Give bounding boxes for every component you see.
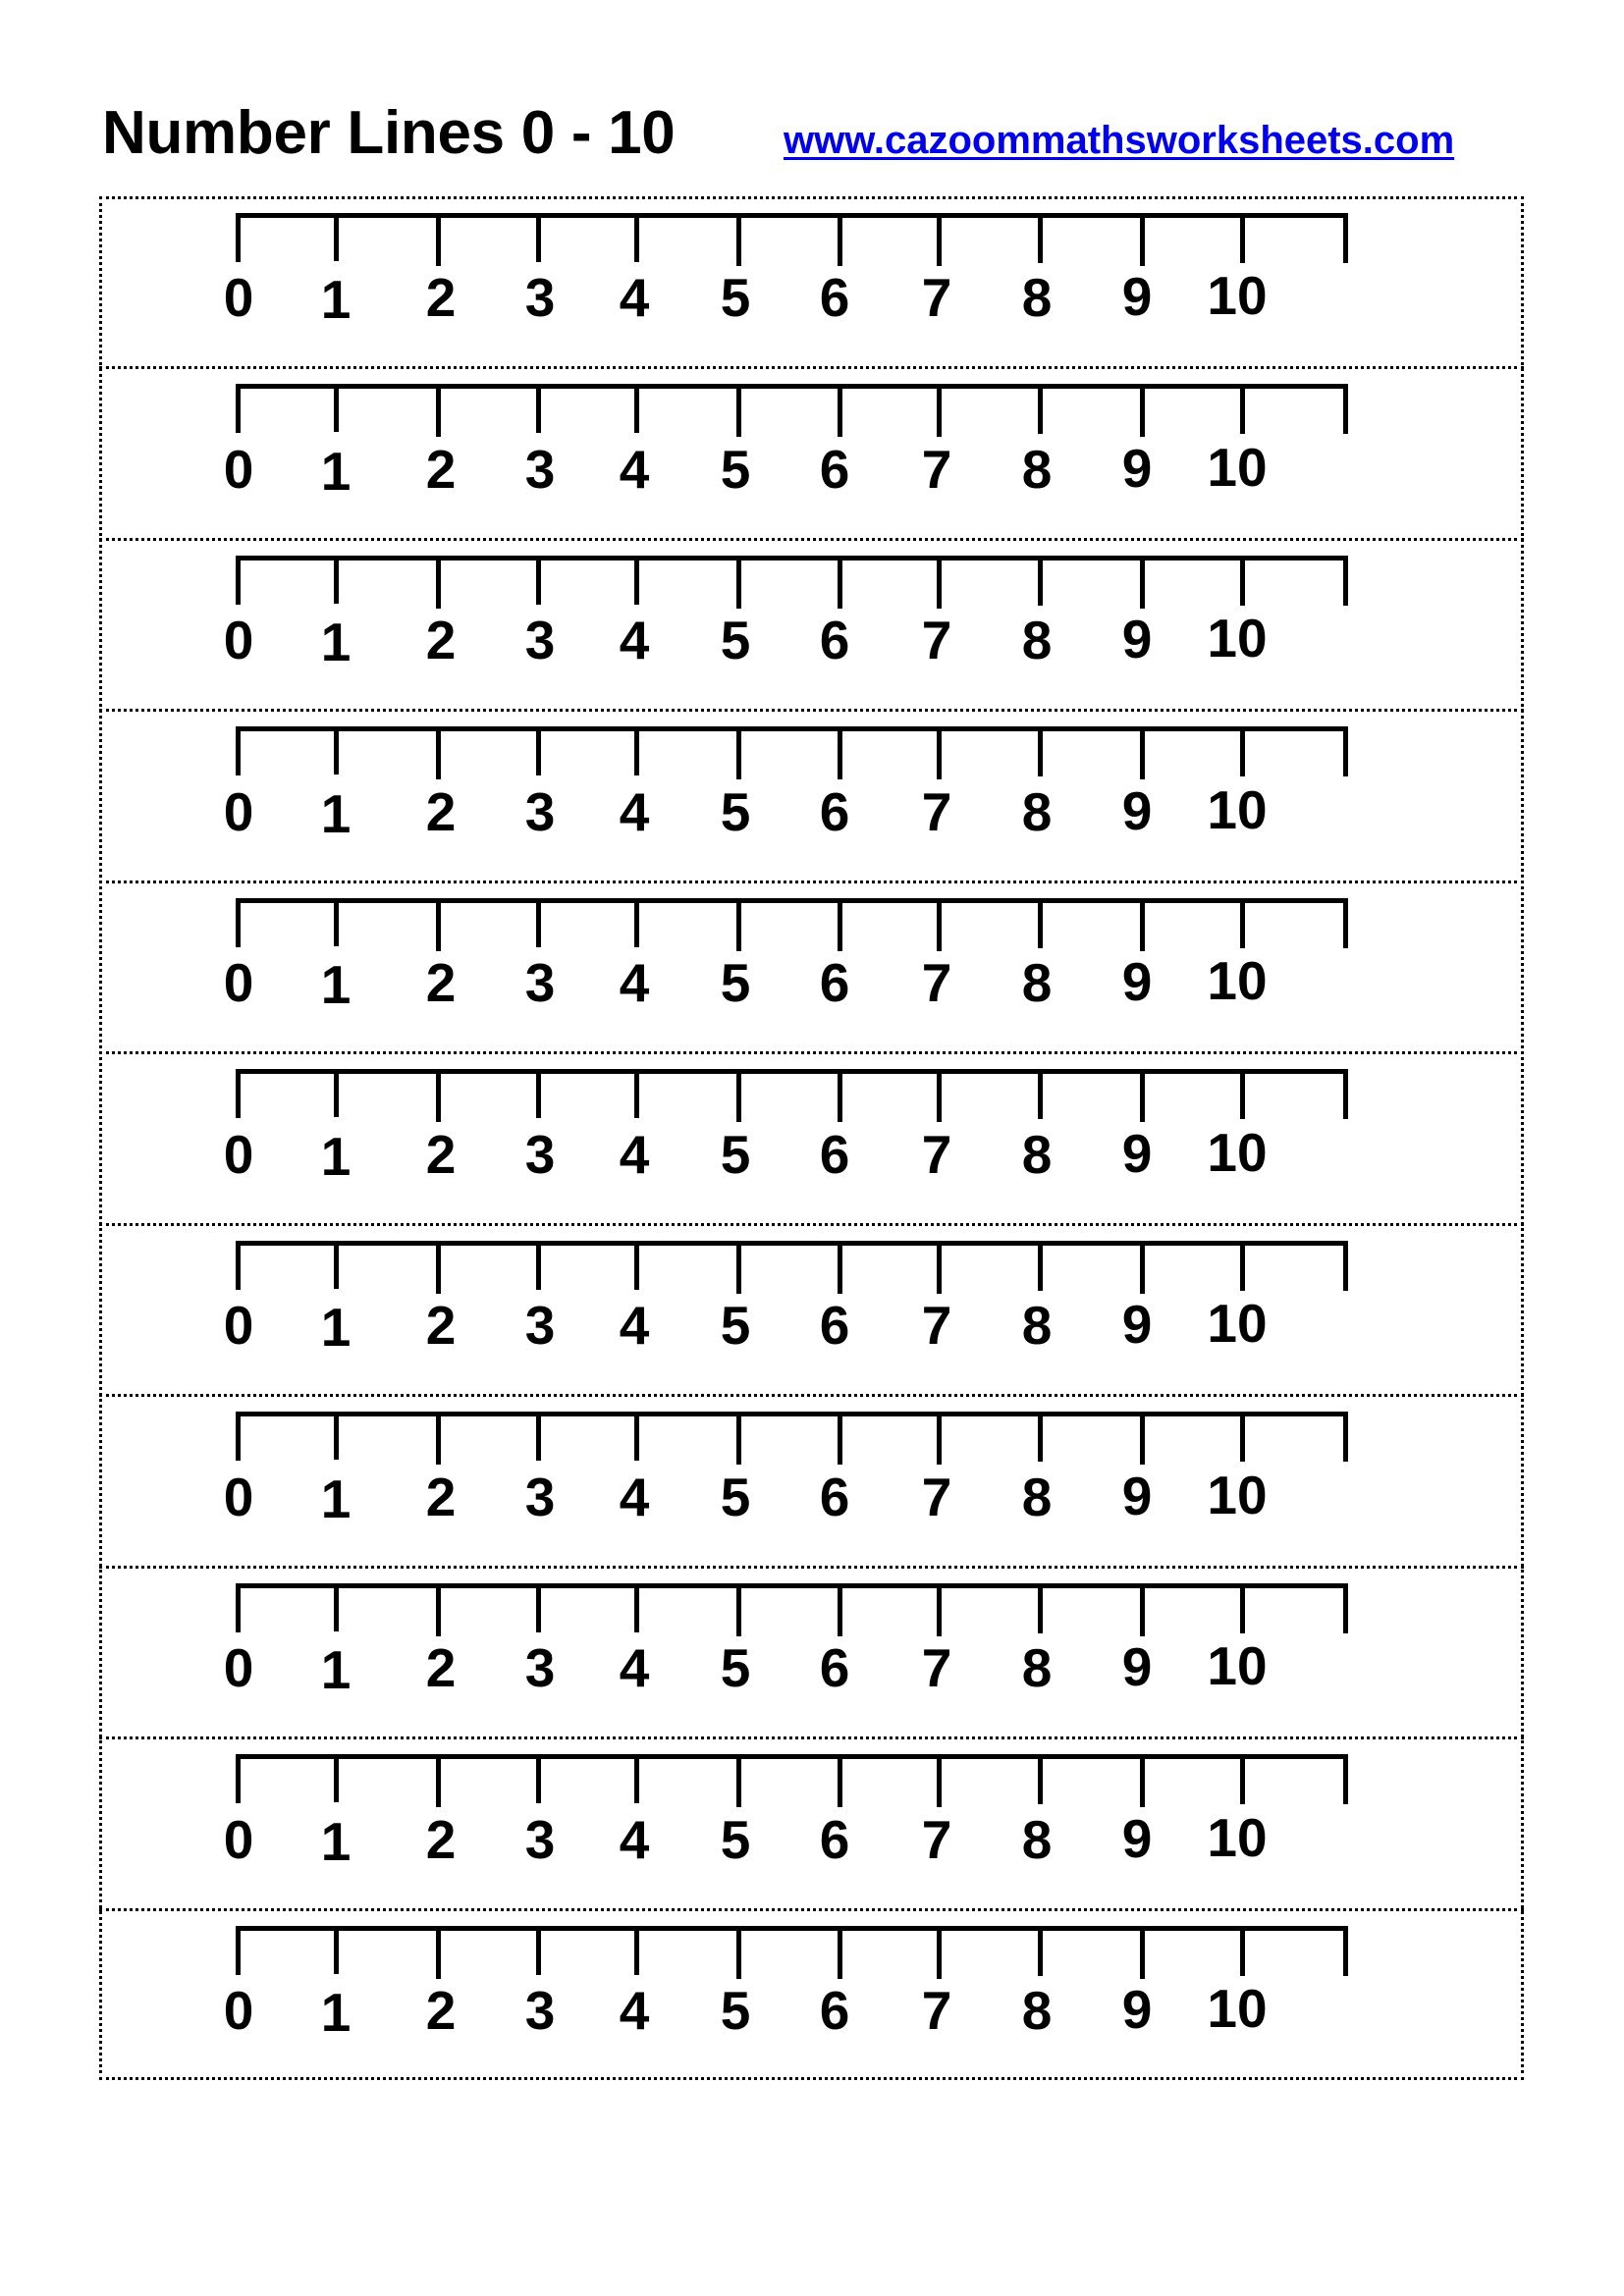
number-line-label: 5 — [720, 1808, 751, 1870]
number-line-label: 9 — [1121, 951, 1153, 1012]
number-line-bar — [236, 1069, 1348, 1074]
number-line-tick — [334, 384, 339, 432]
number-line-row — [0, 1224, 1624, 1396]
number-line-tick — [838, 1754, 842, 1807]
number-line-tick — [1140, 1583, 1145, 1636]
number-line-label: 4 — [619, 780, 650, 842]
number-line-tick — [736, 1241, 741, 1294]
number-line-tick — [1140, 1926, 1145, 1979]
number-line-tick — [1240, 1069, 1245, 1119]
number-line-tick — [334, 1069, 339, 1117]
number-line-tick — [736, 384, 741, 437]
number-line-label: 10 — [1207, 1978, 1268, 2039]
number-line-tick — [838, 1241, 842, 1294]
number-line-tick — [334, 898, 339, 946]
number-line-tick — [1038, 898, 1043, 948]
number-line-tick — [334, 213, 339, 261]
number-line-end-tick — [1343, 213, 1348, 263]
number-line-label: 8 — [1021, 1295, 1053, 1356]
number-line-label: 3 — [524, 780, 556, 842]
number-line-tick — [1140, 213, 1145, 266]
number-line-label: 5 — [720, 267, 751, 328]
number-line-tick — [1240, 556, 1245, 606]
number-line-end-tick — [1343, 384, 1348, 434]
number-line-tick — [736, 726, 741, 779]
number-line-bar — [236, 726, 1348, 731]
number-line-label: 2 — [425, 1980, 457, 2041]
number-line-label: 4 — [619, 1466, 650, 1527]
number-line-tick — [536, 898, 541, 947]
number-line-row — [0, 1567, 1624, 1738]
number-line-label: 4 — [619, 1808, 650, 1870]
number-line-label: 10 — [1207, 608, 1268, 668]
number-line-row — [0, 1053, 1624, 1225]
number-line-row — [0, 539, 1624, 711]
number-line-tick — [236, 1583, 241, 1632]
number-line-tick — [436, 1069, 441, 1122]
number-line-label: 6 — [819, 1637, 850, 1698]
number-line-tick — [937, 556, 942, 609]
number-line-label: 0 — [223, 952, 254, 1013]
number-line-label: 8 — [1021, 1808, 1053, 1870]
number-line-label: 6 — [819, 1808, 850, 1870]
number-line-tick — [1038, 726, 1043, 776]
number-line-label: 7 — [921, 780, 952, 842]
number-line-label: 6 — [819, 780, 850, 842]
number-line-tick — [334, 1926, 339, 1974]
number-line-tick — [536, 384, 541, 433]
number-line-label: 7 — [921, 1980, 952, 2041]
number-line-label: 0 — [223, 1637, 254, 1698]
number-line-label: 3 — [524, 438, 556, 500]
number-line-end-tick — [1343, 1241, 1348, 1291]
number-line-label: 3 — [524, 1980, 556, 2041]
number-line-label: 5 — [720, 1980, 751, 2041]
number-line-label: 1 — [320, 1468, 352, 1529]
number-line-label: 8 — [1021, 1123, 1053, 1185]
number-line-label: 0 — [223, 1295, 254, 1356]
number-line-label: 8 — [1021, 267, 1053, 328]
number-line-label: 10 — [1207, 436, 1268, 498]
number-line-tick — [838, 1069, 842, 1122]
number-line-bar — [236, 898, 1348, 903]
number-line-bar — [236, 213, 1348, 218]
number-line-tick — [536, 1926, 541, 1975]
number-line-tick — [1140, 726, 1145, 779]
number-line-tick — [736, 1412, 741, 1465]
number-line-tick — [536, 213, 541, 262]
number-line-label: 9 — [1121, 266, 1153, 327]
number-line-label: 6 — [819, 610, 850, 670]
number-line-tick — [634, 1583, 639, 1632]
number-line-label: 4 — [619, 1123, 650, 1185]
number-line-tick — [937, 898, 942, 951]
number-line-tick — [838, 898, 842, 951]
number-line-tick — [236, 556, 241, 605]
number-line-tick — [838, 1583, 842, 1636]
number-line-label: 1 — [320, 1810, 352, 1872]
number-line-tick — [1140, 556, 1145, 609]
number-line-label: 8 — [1021, 1466, 1053, 1527]
number-line-label: 10 — [1207, 1464, 1268, 1525]
number-line-label: 4 — [619, 267, 650, 328]
number-line-label: 5 — [720, 610, 751, 670]
number-line-label: 7 — [921, 1295, 952, 1356]
number-line-label: 5 — [720, 1295, 751, 1356]
number-line-tick — [634, 1926, 639, 1975]
number-line-bar — [236, 1241, 1348, 1246]
number-line-label: 7 — [921, 1466, 952, 1527]
number-line-label: 9 — [1121, 1636, 1153, 1697]
number-line-label: 3 — [524, 1466, 556, 1527]
number-line-end-tick — [1343, 1754, 1348, 1804]
number-line-label: 4 — [619, 1637, 650, 1698]
number-line-tick — [634, 213, 639, 262]
number-line-label: 4 — [619, 1980, 650, 2041]
number-line-label: 2 — [425, 1466, 457, 1527]
number-line-tick — [937, 213, 942, 266]
number-line-tick — [937, 384, 942, 437]
number-line-label: 1 — [320, 1639, 352, 1700]
number-line-tick — [1140, 1412, 1145, 1465]
number-line-end-tick — [1343, 726, 1348, 776]
number-line-tick — [736, 1583, 741, 1636]
number-line-row — [0, 1738, 1624, 1910]
number-line-label: 10 — [1207, 1121, 1268, 1183]
number-line-tick — [1140, 384, 1145, 437]
number-line-label: 6 — [819, 267, 850, 328]
number-line-end-tick — [1343, 556, 1348, 606]
number-line-end-tick — [1343, 898, 1348, 948]
number-line-tick — [1240, 1926, 1245, 1976]
number-line-label: 0 — [223, 1980, 254, 2041]
number-line-label: 3 — [524, 1123, 556, 1185]
number-line-tick — [634, 1241, 639, 1290]
number-line-label: 2 — [425, 1637, 457, 1698]
number-line-label: 10 — [1207, 1806, 1268, 1868]
number-line-tick — [937, 1412, 942, 1465]
number-line-tick — [436, 898, 441, 951]
number-line-tick — [1140, 1069, 1145, 1122]
number-line-label: 10 — [1207, 950, 1268, 1011]
number-line-tick — [937, 1583, 942, 1636]
number-line-tick — [436, 213, 441, 266]
number-line-end-tick — [1343, 1412, 1348, 1462]
number-line-label: 7 — [921, 610, 952, 670]
number-line-tick — [1240, 726, 1245, 776]
number-line-label: 9 — [1121, 1979, 1153, 2040]
number-line-tick — [334, 726, 339, 774]
number-line-label: 1 — [320, 440, 352, 502]
number-line-label: 7 — [921, 1808, 952, 1870]
number-line-bar — [236, 556, 1348, 561]
number-line-row — [0, 196, 1624, 368]
number-line-tick — [838, 1412, 842, 1465]
number-line-tick — [634, 726, 639, 775]
number-line-label: 0 — [223, 1466, 254, 1527]
number-line-tick — [1240, 1412, 1245, 1462]
number-line-label: 8 — [1021, 610, 1053, 670]
number-line-tick — [436, 1412, 441, 1465]
number-line-tick — [1038, 1412, 1043, 1462]
number-line-bar — [236, 1754, 1348, 1759]
website-link[interactable]: www.cazoommathsworksheets.com — [784, 119, 1455, 162]
number-line-tick — [1140, 1241, 1145, 1294]
number-line-tick — [1240, 1241, 1245, 1291]
number-line-tick — [634, 1754, 639, 1803]
number-line-tick — [436, 1926, 441, 1979]
number-line-label: 6 — [819, 438, 850, 500]
number-line-label: 9 — [1121, 609, 1153, 669]
number-line-tick — [1038, 1069, 1043, 1119]
number-line-tick — [236, 1754, 241, 1803]
number-line-label: 2 — [425, 1295, 457, 1356]
number-line-label: 8 — [1021, 1637, 1053, 1698]
number-line-label: 9 — [1121, 1294, 1153, 1355]
number-line-tick — [937, 726, 942, 779]
number-line-label: 1 — [320, 954, 352, 1015]
number-line-tick — [436, 556, 441, 609]
number-line-label: 1 — [320, 1297, 352, 1358]
number-line-tick — [1038, 1754, 1043, 1804]
number-line-label: 7 — [921, 438, 952, 500]
number-line-label: 7 — [921, 267, 952, 328]
number-line-tick — [736, 556, 741, 609]
number-line-label: 9 — [1121, 1807, 1153, 1869]
number-line-label: 2 — [425, 1123, 457, 1185]
number-line-label: 8 — [1021, 438, 1053, 500]
number-line-label: 2 — [425, 952, 457, 1013]
number-line-tick — [1038, 1926, 1043, 1976]
number-line-label: 2 — [425, 1808, 457, 1870]
number-line-label: 10 — [1207, 1635, 1268, 1696]
number-line-label: 6 — [819, 1295, 850, 1356]
number-line-tick — [236, 1069, 241, 1118]
number-line-label: 3 — [524, 267, 556, 328]
number-line-tick — [1240, 898, 1245, 948]
number-line-tick — [536, 556, 541, 605]
number-line-bar — [236, 1926, 1348, 1931]
number-line-tick — [1140, 1754, 1145, 1807]
number-line-label: 1 — [320, 1125, 352, 1187]
number-line-label: 9 — [1121, 1465, 1153, 1526]
number-line-row — [0, 368, 1624, 540]
number-line-tick — [236, 1412, 241, 1461]
number-line-label: 3 — [524, 1637, 556, 1698]
number-line-tick — [736, 213, 741, 266]
number-line-bar — [236, 384, 1348, 389]
number-line-tick — [1038, 1583, 1043, 1633]
number-line-tick — [536, 1412, 541, 1461]
number-line-end-tick — [1343, 1583, 1348, 1633]
number-line-bar — [236, 1412, 1348, 1416]
number-line-label: 10 — [1207, 265, 1268, 326]
number-line-label: 4 — [619, 438, 650, 500]
number-line-tick — [937, 1069, 942, 1122]
number-line-tick — [1240, 1754, 1245, 1804]
number-line-label: 8 — [1021, 952, 1053, 1013]
number-line-tick — [634, 556, 639, 605]
number-line-end-tick — [1343, 1926, 1348, 1976]
number-line-label: 4 — [619, 1295, 650, 1356]
number-line-tick — [634, 898, 639, 947]
number-line-tick — [1240, 1583, 1245, 1633]
number-line-label: 10 — [1207, 1293, 1268, 1354]
number-line-label: 5 — [720, 952, 751, 1013]
number-line-tick — [838, 1926, 842, 1979]
number-line-label: 3 — [524, 1295, 556, 1356]
number-line-tick — [937, 1926, 942, 1979]
number-line-label: 10 — [1207, 778, 1268, 840]
number-line-label: 0 — [223, 1808, 254, 1870]
number-line-tick — [334, 1412, 339, 1460]
number-line-tick — [634, 1412, 639, 1461]
number-line-label: 6 — [819, 1466, 850, 1527]
number-line-tick — [838, 213, 842, 266]
number-line-tick — [236, 726, 241, 775]
number-line-label: 5 — [720, 1123, 751, 1185]
number-line-tick — [536, 726, 541, 775]
number-line-tick — [334, 1241, 339, 1289]
number-line-tick — [236, 1926, 241, 1975]
number-line-label: 6 — [819, 952, 850, 1013]
number-line-label: 8 — [1021, 1980, 1053, 2041]
number-line-tick — [634, 1069, 639, 1118]
number-line-label: 9 — [1121, 779, 1153, 841]
number-line-tick — [536, 1241, 541, 1290]
number-line-label: 2 — [425, 780, 457, 842]
number-line-label: 2 — [425, 610, 457, 670]
number-line-tick — [634, 384, 639, 433]
number-line-end-tick — [1343, 1069, 1348, 1119]
number-line-tick — [536, 1069, 541, 1118]
number-line-label: 3 — [524, 1808, 556, 1870]
number-line-tick — [838, 384, 842, 437]
number-line-tick — [236, 1241, 241, 1290]
number-line-label: 5 — [720, 1466, 751, 1527]
number-line-label: 0 — [223, 438, 254, 500]
number-line-label: 5 — [720, 780, 751, 842]
number-line-label: 7 — [921, 1637, 952, 1698]
number-line-tick — [838, 726, 842, 779]
number-line-label: 2 — [425, 438, 457, 500]
number-line-label: 6 — [819, 1980, 850, 2041]
number-line-row — [0, 1909, 1624, 2081]
number-line-label: 7 — [921, 952, 952, 1013]
number-line-tick — [236, 213, 241, 262]
number-line-label: 4 — [619, 610, 650, 670]
number-line-bar — [236, 1583, 1348, 1588]
number-line-label: 7 — [921, 1123, 952, 1185]
number-line-tick — [1038, 556, 1043, 606]
page-title: Number Lines 0 - 10 — [102, 99, 676, 167]
number-line-tick — [937, 1241, 942, 1294]
number-line-tick — [334, 556, 339, 604]
number-line-tick — [436, 726, 441, 779]
number-line-tick — [1240, 384, 1245, 434]
number-line-tick — [436, 1583, 441, 1636]
number-line-row — [0, 1396, 1624, 1568]
number-line-label: 8 — [1021, 780, 1053, 842]
number-line-tick — [536, 1754, 541, 1803]
number-line-label: 1 — [320, 612, 352, 672]
number-line-tick — [236, 898, 241, 947]
number-line-label: 1 — [320, 269, 352, 330]
number-line-tick — [1038, 213, 1043, 263]
number-line-label: 1 — [320, 1982, 352, 2043]
number-line-tick — [838, 556, 842, 609]
number-line-label: 1 — [320, 782, 352, 844]
number-line-row — [0, 711, 1624, 882]
number-line-tick — [236, 384, 241, 433]
number-line-tick — [436, 384, 441, 437]
number-line-label: 5 — [720, 1637, 751, 1698]
number-line-label: 6 — [819, 1123, 850, 1185]
number-line-label: 5 — [720, 438, 751, 500]
number-line-label: 0 — [223, 780, 254, 842]
number-line-label: 2 — [425, 267, 457, 328]
number-line-tick — [736, 1754, 741, 1807]
number-line-label: 9 — [1121, 1122, 1153, 1184]
number-line-tick — [736, 1069, 741, 1122]
number-line-label: 3 — [524, 952, 556, 1013]
number-line-label: 4 — [619, 952, 650, 1013]
number-line-tick — [937, 1754, 942, 1807]
number-line-tick — [334, 1583, 339, 1631]
number-line-label: 9 — [1121, 437, 1153, 499]
number-line-label: 0 — [223, 267, 254, 328]
number-line-tick — [436, 1754, 441, 1807]
number-line-tick — [334, 1754, 339, 1802]
number-line-label: 0 — [223, 1123, 254, 1185]
number-line-label: 3 — [524, 610, 556, 670]
number-line-tick — [736, 1926, 741, 1979]
number-line-tick — [1140, 898, 1145, 951]
number-line-tick — [736, 898, 741, 951]
number-line-label: 0 — [223, 610, 254, 670]
number-line-tick — [436, 1241, 441, 1294]
number-line-tick — [536, 1583, 541, 1632]
number-line-tick — [1038, 1241, 1043, 1291]
number-line-tick — [1240, 213, 1245, 263]
number-line-tick — [1038, 384, 1043, 434]
number-line-row — [0, 881, 1624, 1053]
